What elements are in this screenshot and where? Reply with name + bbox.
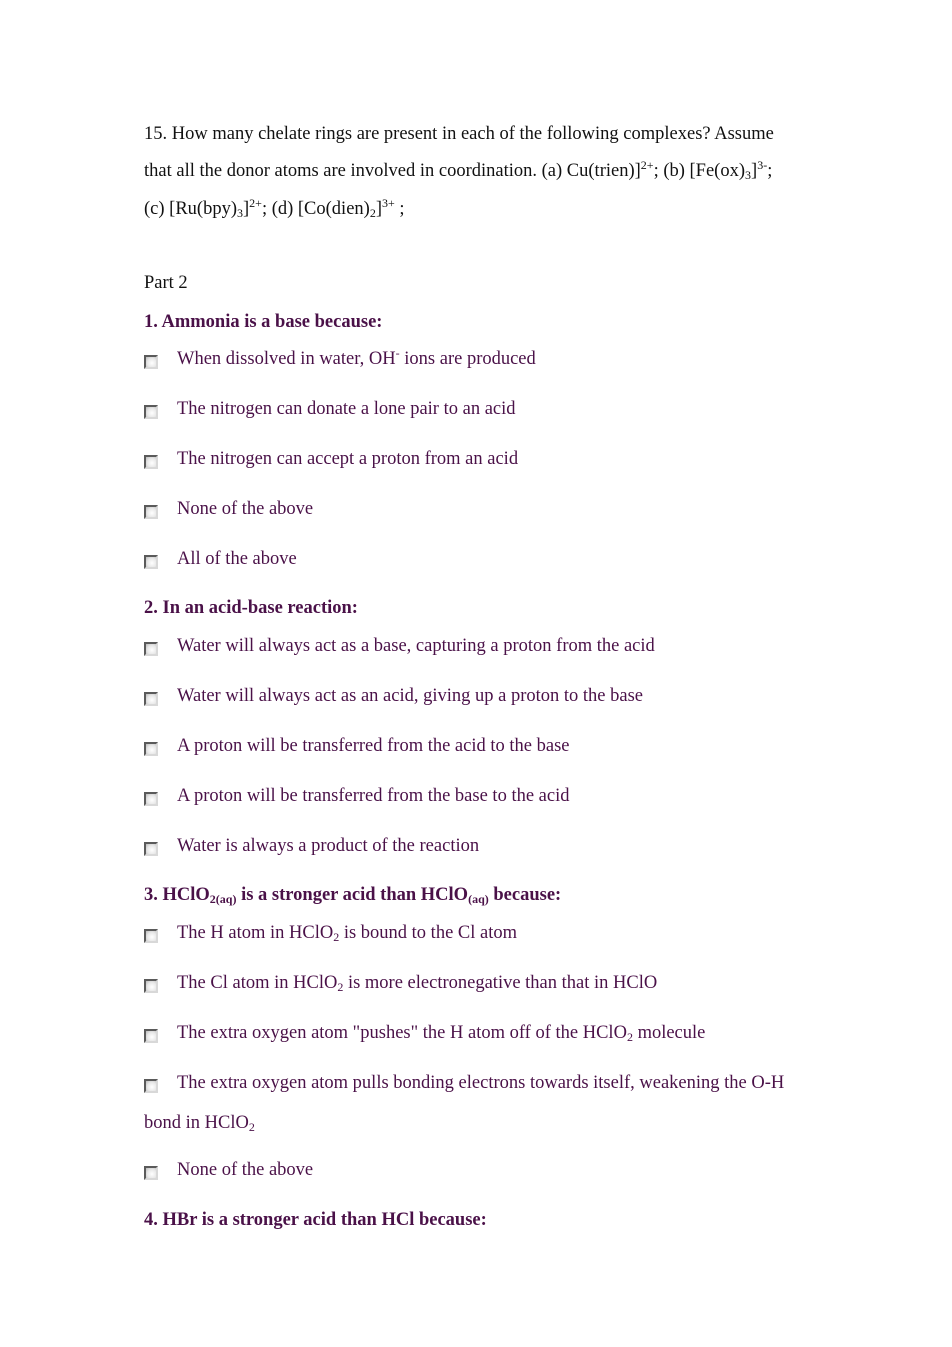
checkbox-icon[interactable] [144,642,158,656]
checkbox-icon[interactable] [144,555,158,569]
option-label: The Cl atom in HClO$_2$ is more electronegative than that in HClO [177,973,658,994]
checkbox-icon[interactable] [144,455,158,469]
option-label: The H atom in HClO$_2$ is bound to the Cl atom [177,923,518,944]
q15-line-3 [144,196,405,220]
checkbox-icon[interactable] [144,842,158,856]
option-label: The extra oxygen atom pulls bonding electrons towards itself, weakening the O-H [177,1073,785,1093]
option-label: None of the above [177,499,314,519]
q15-text: (c) [Ru(bpy) [144,199,237,219]
checkbox-icon[interactable] [144,929,158,943]
charge-superscript: 3+ [382,196,395,210]
checkbox-icon[interactable] [144,792,158,806]
option-label: The nitrogen can accept a proton from an acid [177,449,519,469]
q15-text: ; [394,199,405,219]
charge-superscript: 3- [757,158,768,172]
option-label: The extra oxygen atom "pushes" the H atom off of the HClO$_2$ molecule [177,1023,706,1044]
option-label: A proton will be transferred from the base to the acid [177,786,570,806]
question-1-title: 1. Ammonia is a base because: [144,312,383,332]
q15-line-2 [144,158,773,182]
charge-superscript: 2+ [640,158,654,172]
q15-text: ] [242,199,250,219]
option-label: Water will always act as an acid, giving up a proton to the base [177,686,644,706]
checkbox-icon[interactable] [144,1029,158,1043]
q15-text: 15. How many chelate rings are present in each of the following complexes? Assume [144,124,774,144]
option-label: The nitrogen can donate a lone pair to an acid [177,399,516,419]
q15-line-1 [144,124,774,145]
option-label-continued: bond in HClO$_2$ [144,1113,255,1134]
q15-text: that all the donor atoms are involved in coordination. (a) Cu(trien)] [144,161,641,181]
checkbox-icon[interactable] [144,979,158,993]
option-label: Water will always act as a base, capturing a proton from the acid [177,636,655,656]
checkbox-icon[interactable] [144,1166,158,1180]
q15-text: ] [751,161,758,181]
option-label: When dissolved in water, OH- ions are produced [177,346,536,369]
subscript: 2 [369,206,376,220]
checkbox-icon[interactable] [144,692,158,706]
q15-text: ] [375,199,382,219]
option-label: None of the above [177,1160,314,1180]
question-3-title: 3. HClO$_{2(aq)}$ is a stronger acid than HClO$_{(aq)}$ because: [144,885,562,906]
checkbox-icon[interactable] [144,742,158,756]
option-label: A proton will be transferred from the acid to the base [177,736,570,756]
question-2-title: 2. In an acid-base reaction: [144,598,358,618]
checkbox-icon[interactable] [144,505,158,519]
question-4-title: 4. HBr is a stronger acid than HCl because: [144,1210,487,1230]
section-heading: Part 2 [144,273,188,293]
charge-superscript: 2+ [249,196,262,210]
option-label: All of the above [177,549,297,569]
checkbox-icon[interactable] [144,405,158,419]
checkbox-icon[interactable] [144,1079,158,1093]
subscript: 3 [745,168,752,182]
q15-text: ; [767,161,773,181]
option-label: Water is always a product of the reaction [177,836,480,856]
q15-text: ; (b) [Fe(ox) [653,161,746,181]
subscript: 3 [236,206,243,220]
checkbox-icon[interactable] [144,355,158,369]
q15-text: ; (d) [Co(dien) [261,199,370,219]
